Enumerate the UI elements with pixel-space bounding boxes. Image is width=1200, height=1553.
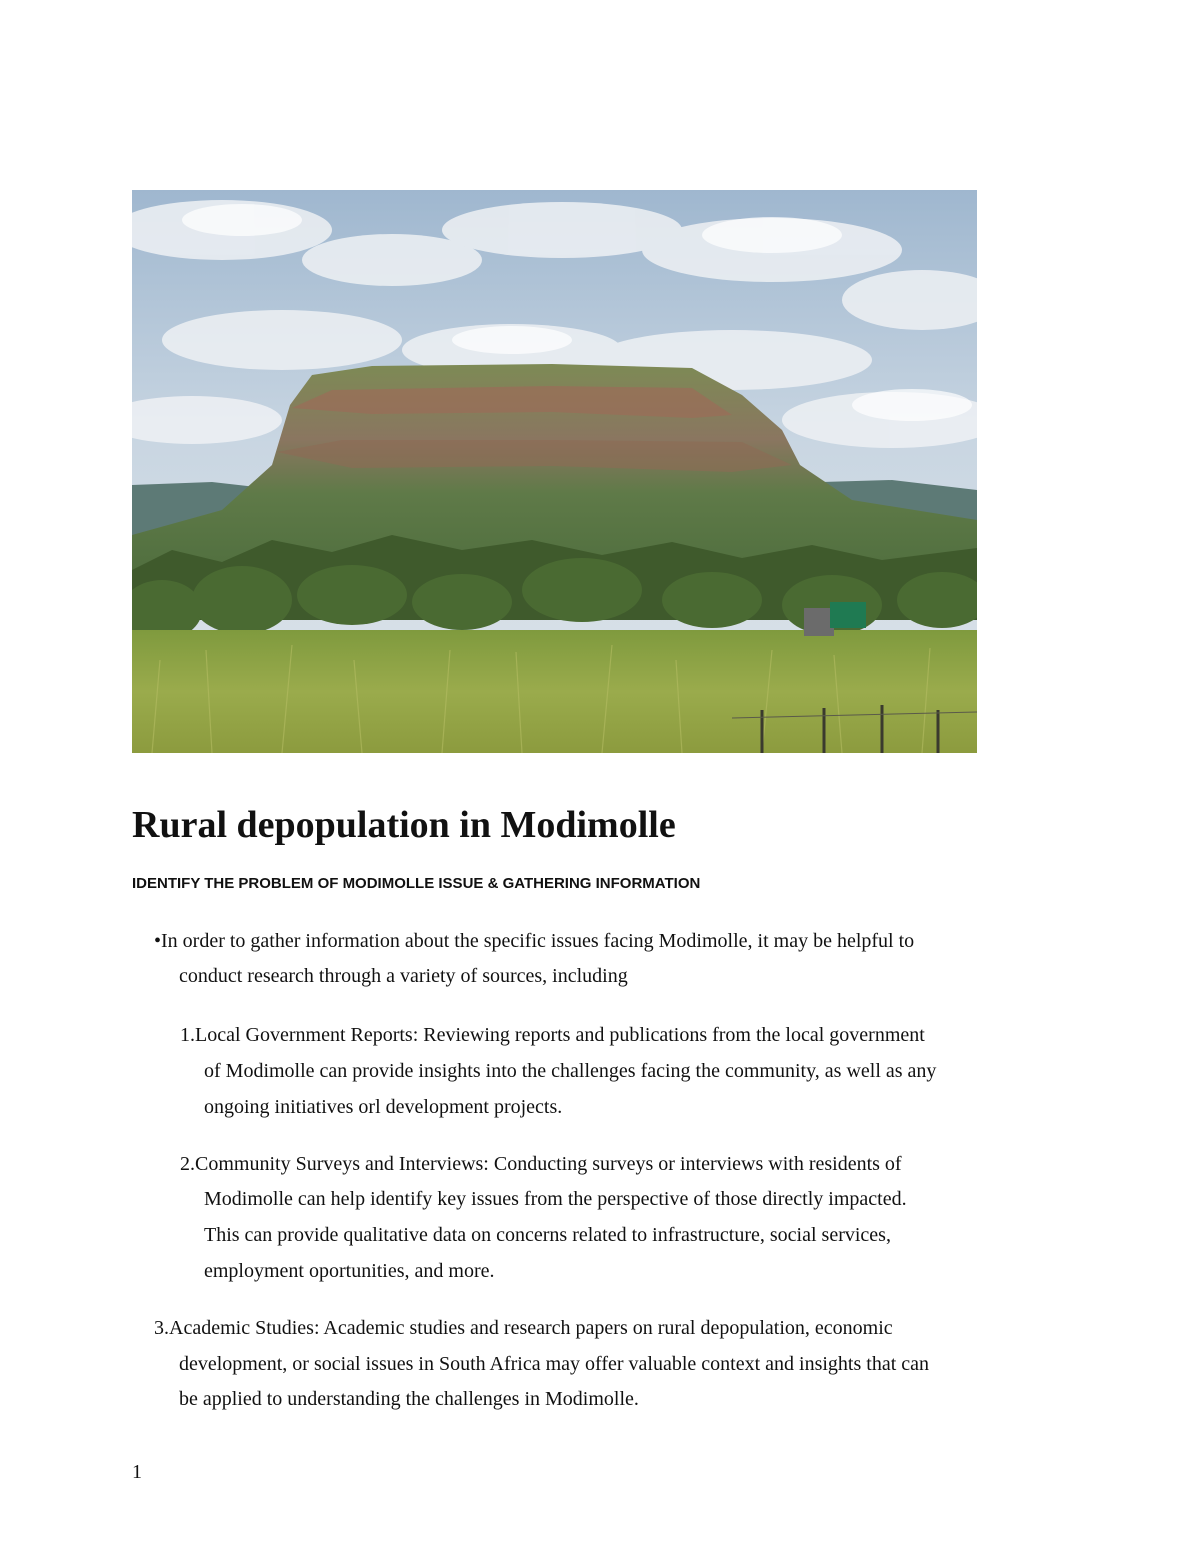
document-title: Rural depopulation in Modimolle xyxy=(132,804,676,846)
section-heading: IDENTIFY THE PROBLEM OF MODIMOLLE ISSUE & GATHERING INFORMATION xyxy=(132,875,701,892)
landscape-photo xyxy=(132,190,977,753)
page-number: 1 xyxy=(132,1461,142,1483)
list-number: 3. xyxy=(154,1317,169,1339)
list-line: Academic Studies: Academic studies and research papers on rural depopulation, economic xyxy=(169,1317,893,1339)
list-line: be applied to understanding the challenges in Modimolle. xyxy=(179,1388,639,1410)
bullet-marker: • xyxy=(154,930,162,952)
list-line: employment oportunities, and more. xyxy=(204,1260,495,1282)
list-line: development, or social issues in South Africa may offer valuable context and insights that can xyxy=(179,1353,929,1375)
list-line: Community Surveys and Interviews: Conducting surveys or interviews with residents of xyxy=(195,1153,902,1175)
list-line: ongoing initiatives orl development projects. xyxy=(204,1096,563,1118)
paragraph-line: conduct research through a variety of sources, including xyxy=(179,965,628,987)
paragraph-line: In order to gather information about the specific issues facing Modimolle, it may be helpful to xyxy=(161,930,915,952)
list-line: This can provide qualitative data on concerns related to infrastructure, social services, xyxy=(204,1224,891,1246)
list-number: 1. xyxy=(180,1024,195,1046)
list-number: 2. xyxy=(180,1153,195,1175)
list-line: Local Government Reports: Reviewing reports and publications from the local government xyxy=(195,1024,925,1046)
list-line: of Modimolle can provide insights into the challenges facing the community, as well as any xyxy=(204,1060,937,1082)
list-line: Modimolle can help identify key issues from the perspective of those directly impacted. xyxy=(204,1188,907,1210)
